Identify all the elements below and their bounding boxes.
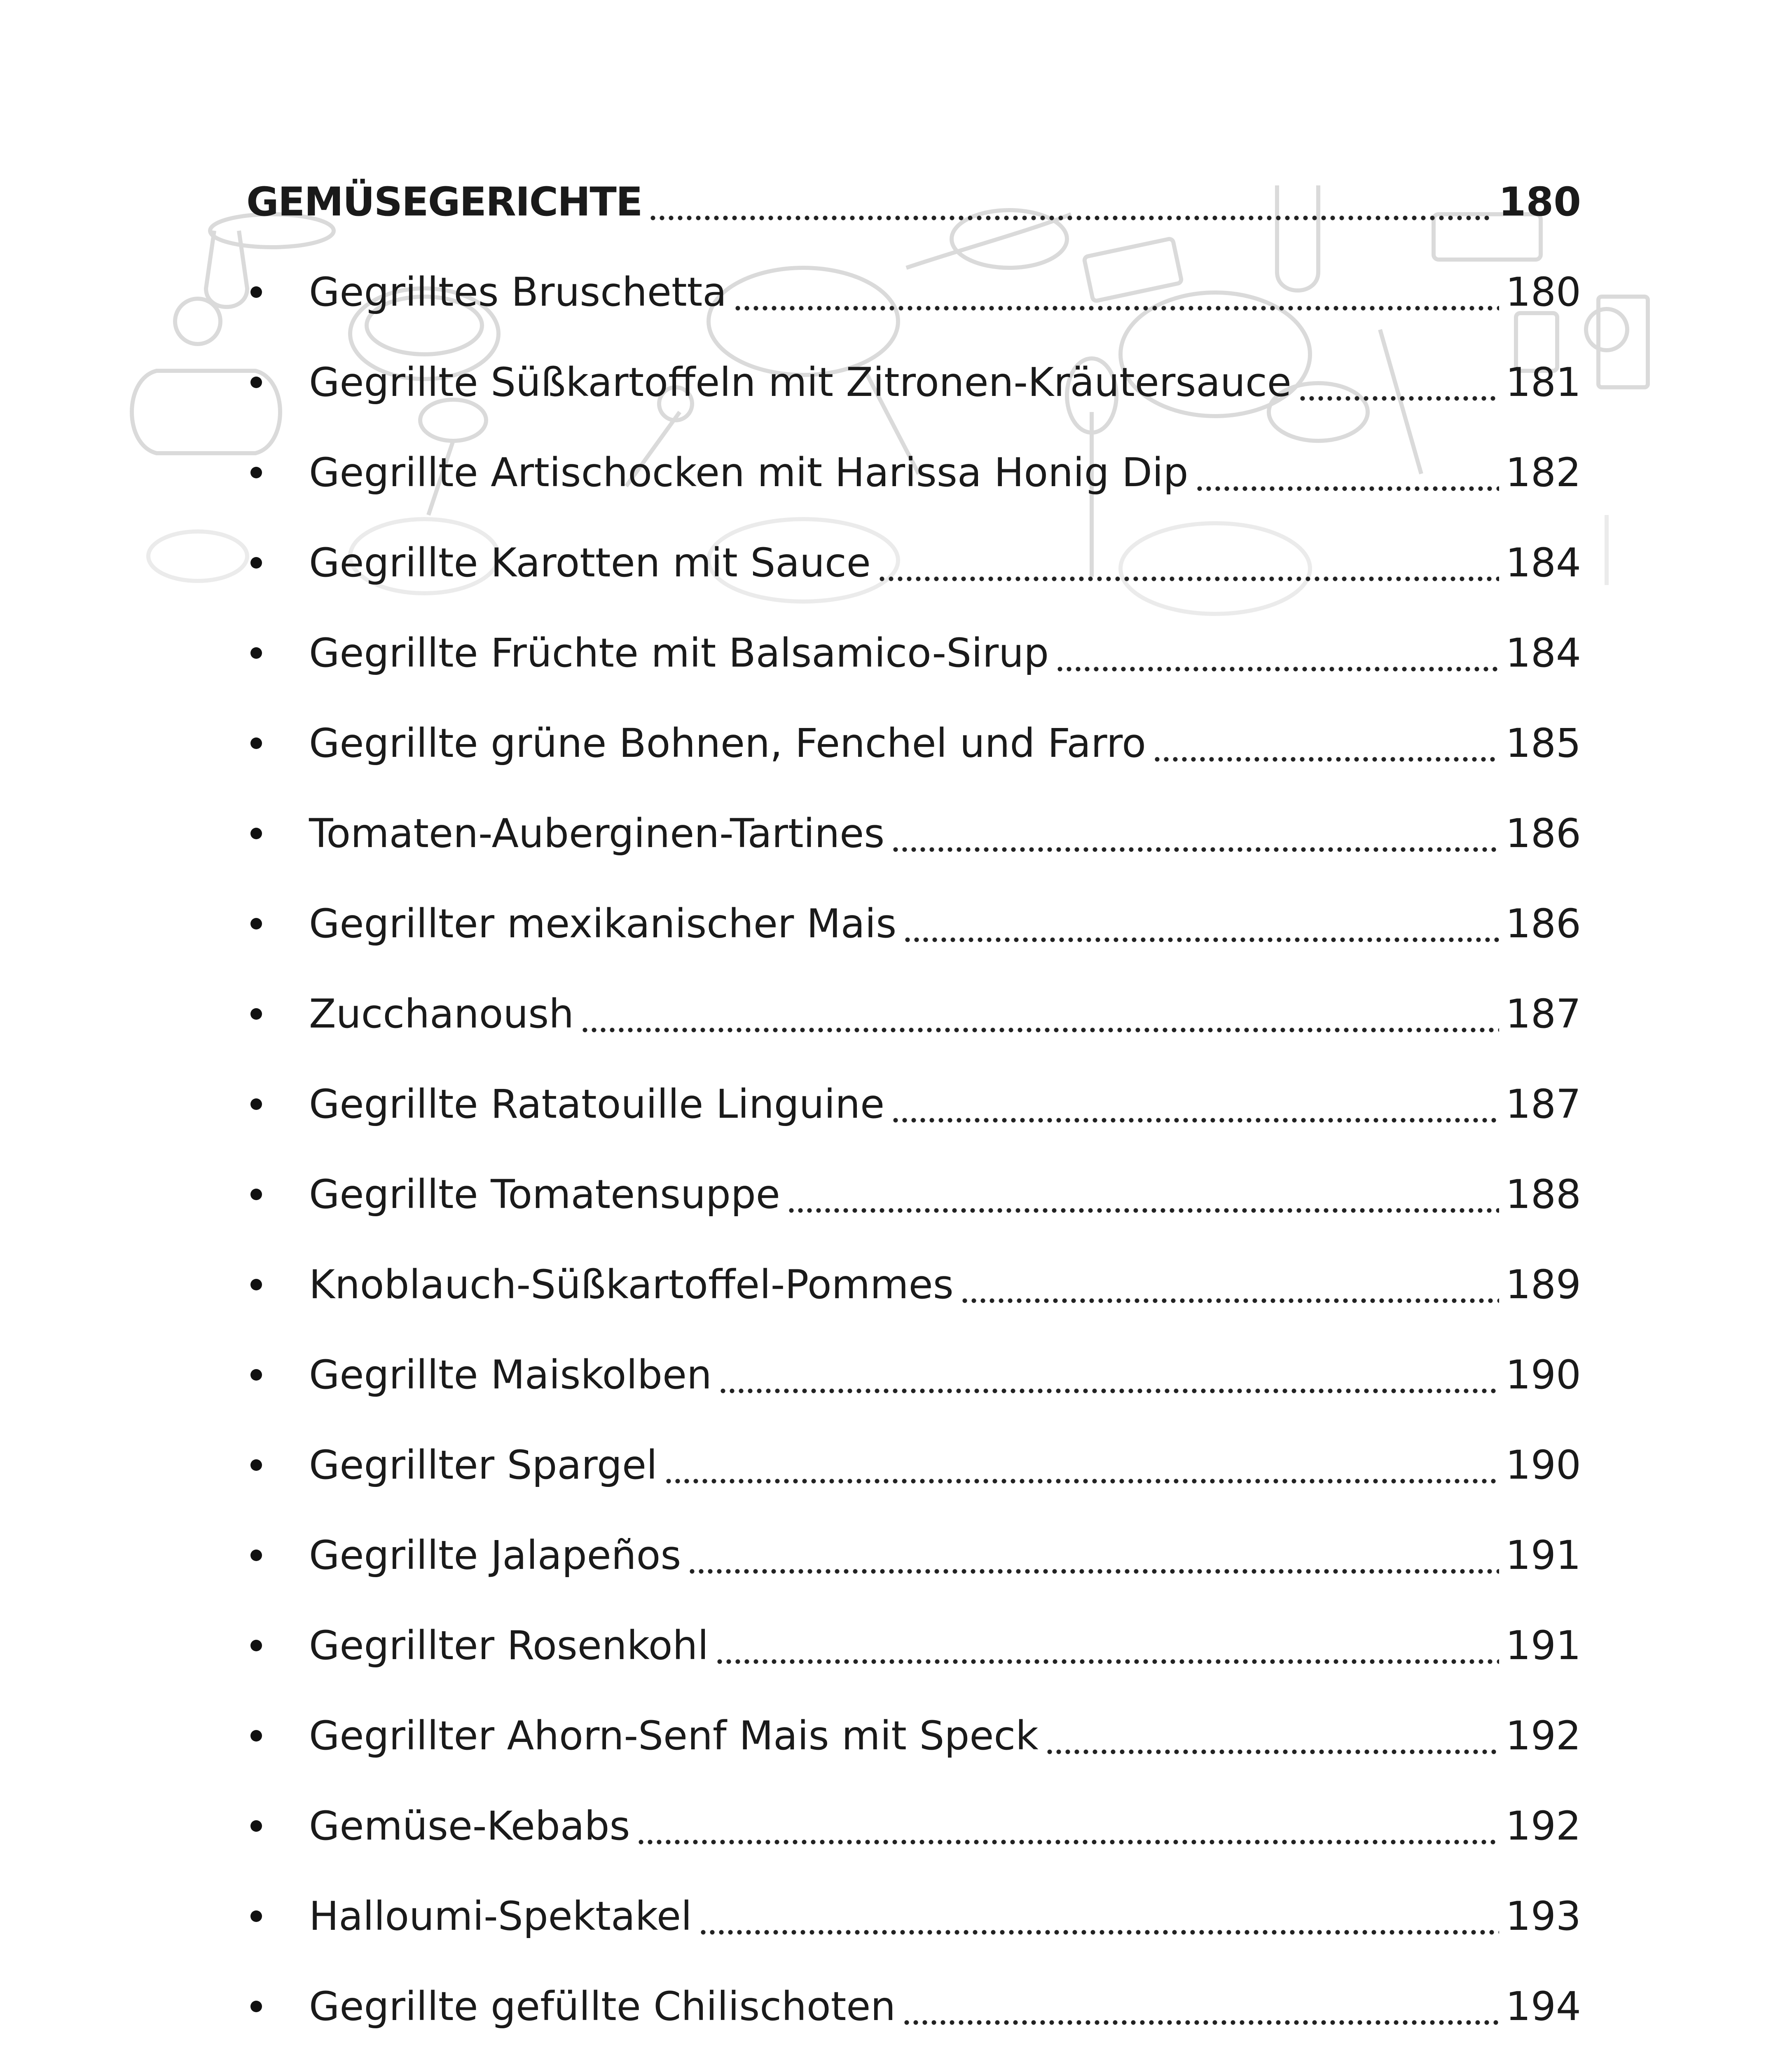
toc-entry-title: Gegrilltes Bruschetta — [309, 269, 727, 315]
bullet-icon — [250, 286, 262, 298]
bullet-icon — [250, 1820, 262, 1832]
toc-entry-title: Gegrillter Rosenkohl — [309, 1622, 709, 1669]
toc-entry[interactable] — [246, 435, 1581, 510]
toc-entry-page-number: 190 — [1505, 1442, 1581, 1488]
bullet-icon — [250, 1189, 262, 1200]
dot-leader — [580, 989, 1499, 1039]
dot-leader — [1298, 358, 1499, 407]
dot-leader — [960, 1260, 1499, 1309]
toc-entry[interactable] — [246, 706, 1581, 780]
toc-heading-page-number: 180 — [1498, 179, 1581, 225]
dot-leader — [1195, 448, 1499, 497]
toc-entry[interactable] — [246, 796, 1581, 871]
dot-leader — [664, 1440, 1499, 1490]
toc-entry[interactable] — [246, 616, 1581, 690]
dot-leader — [1153, 719, 1499, 768]
toc-entry-title: Halloumi-Spektakel — [309, 1893, 692, 1939]
toc-heading-title: GEMÜSEGERICHTE — [246, 179, 642, 225]
toc-entry-page-number: 191 — [1505, 1622, 1581, 1669]
toc-entry[interactable] — [246, 1699, 1581, 1773]
toc-entry-page-number: 188 — [1505, 1171, 1581, 1217]
dot-leader — [891, 1079, 1499, 1129]
toc-entry-title: Gegrillter mexikanischer Mais — [309, 901, 897, 947]
dot-leader — [891, 809, 1499, 858]
toc-entry[interactable] — [246, 1969, 1581, 2044]
toc-entry[interactable] — [246, 1879, 1581, 1953]
toc-entry-title: Zucchanoush — [309, 991, 574, 1037]
toc-entry-page-number: 187 — [1505, 991, 1581, 1037]
toc-entry-page-number: 189 — [1505, 1262, 1581, 1308]
dot-leader — [715, 1621, 1499, 1670]
bullet-icon — [250, 1910, 262, 1922]
toc-entry-title: Gegrillte grüne Bohnen, Fenchel und Farro — [309, 720, 1146, 766]
toc-entry[interactable] — [246, 1518, 1581, 1592]
bullet-icon — [250, 1640, 262, 1651]
toc-entry-title: Gegrillte Süßkartoffeln mit Zitronen-Kräutersauce — [309, 359, 1291, 405]
toc-entry[interactable] — [246, 526, 1581, 600]
toc-entry-title: Gegrillter Ahorn-Senf Mais mit Speck — [309, 1713, 1039, 1759]
toc-entry-title: Gegrillte Artischocken mit Harissa Honig Dip — [309, 449, 1188, 496]
dot-leader — [636, 1801, 1499, 1851]
bullet-icon — [250, 1008, 262, 1020]
toc-entry-page-number: 191 — [1505, 1532, 1581, 1578]
toc-entry-title: Knoblauch-Süßkartoffel-Pommes — [309, 1262, 954, 1308]
dot-leader — [903, 899, 1499, 948]
toc-entry[interactable] — [246, 1248, 1581, 1322]
dot-leader — [648, 177, 1492, 227]
dot-leader — [902, 1982, 1499, 2031]
toc-entry[interactable] — [246, 1338, 1581, 1412]
toc-entry-page-number: 186 — [1505, 810, 1581, 857]
toc-entry-page-number: 192 — [1505, 1803, 1581, 1849]
bullet-icon — [250, 1098, 262, 1110]
toc-entry-page-number: 184 — [1505, 630, 1581, 676]
toc-entry-title: Gegrillte Ratatouille Linguine — [309, 1081, 885, 1127]
toc-entry-title: Gegrillte Jalapeños — [309, 1532, 681, 1578]
bullet-icon — [250, 377, 262, 388]
bullet-icon — [250, 1550, 262, 1561]
dot-leader — [688, 1531, 1499, 1580]
bullet-icon — [250, 1369, 262, 1381]
toc-entry-page-number: 182 — [1505, 449, 1581, 496]
bullet-icon — [250, 557, 262, 569]
toc-entry-page-number: 190 — [1505, 1352, 1581, 1398]
dot-leader — [699, 1891, 1499, 1941]
bullet-icon — [250, 737, 262, 749]
toc-entry[interactable] — [246, 1157, 1581, 1231]
toc-entry-page-number: 194 — [1505, 1983, 1581, 2030]
dot-leader — [1055, 628, 1499, 678]
toc-entry-title: Gegrillte Früchte mit Balsamico-Sirup — [309, 630, 1049, 676]
toc-entry-title: Gegrillte Tomatensuppe — [309, 1171, 780, 1217]
toc-entry-title: Gegrillte Maiskolben — [309, 1352, 712, 1398]
bullet-icon — [250, 2001, 262, 2012]
toc-entry-title: Gemüse-Kebabs — [309, 1803, 630, 1849]
toc-entry[interactable] — [246, 1067, 1581, 1141]
toc-entry-title: Gegrillte gefüllte Chilischoten — [309, 1983, 896, 2030]
toc-entry[interactable] — [246, 345, 1581, 419]
toc-entry-page-number: 187 — [1505, 1081, 1581, 1127]
toc-entry-title: Tomaten-Auberginen-Tartines — [309, 810, 885, 857]
dot-leader — [733, 267, 1499, 317]
bullet-icon — [250, 1730, 262, 1742]
dot-leader — [787, 1170, 1499, 1219]
bullet-icon — [250, 467, 262, 478]
toc-entry-page-number: 180 — [1505, 269, 1581, 315]
toc-entry[interactable] — [246, 1608, 1581, 1683]
bullet-icon — [250, 1459, 262, 1471]
toc-heading-row[interactable] — [246, 165, 1581, 239]
toc-entry[interactable] — [246, 1428, 1581, 1502]
toc-entry-title: Gegrillter Spargel — [309, 1442, 657, 1488]
toc-entry-page-number: 192 — [1505, 1713, 1581, 1759]
bullet-icon — [250, 918, 262, 929]
bullet-icon — [250, 647, 262, 659]
toc-entry[interactable] — [246, 887, 1581, 961]
dot-leader — [877, 538, 1499, 588]
toc-entry-page-number: 193 — [1505, 1893, 1581, 1939]
dot-leader — [1045, 1711, 1499, 1760]
dot-leader — [718, 1350, 1499, 1400]
toc-entry-title: Gegrillte Karotten mit Sauce — [309, 540, 871, 586]
toc-entry-page-number: 185 — [1505, 720, 1581, 766]
bullet-icon — [250, 828, 262, 839]
toc-entry-page-number: 181 — [1505, 359, 1581, 405]
toc-entry-page-number: 184 — [1505, 540, 1581, 586]
toc-entry[interactable] — [246, 977, 1581, 1051]
bullet-icon — [250, 1279, 262, 1290]
toc-entry[interactable] — [246, 1789, 1581, 1863]
toc-entry[interactable] — [246, 255, 1581, 329]
toc-entry-page-number: 186 — [1505, 901, 1581, 947]
